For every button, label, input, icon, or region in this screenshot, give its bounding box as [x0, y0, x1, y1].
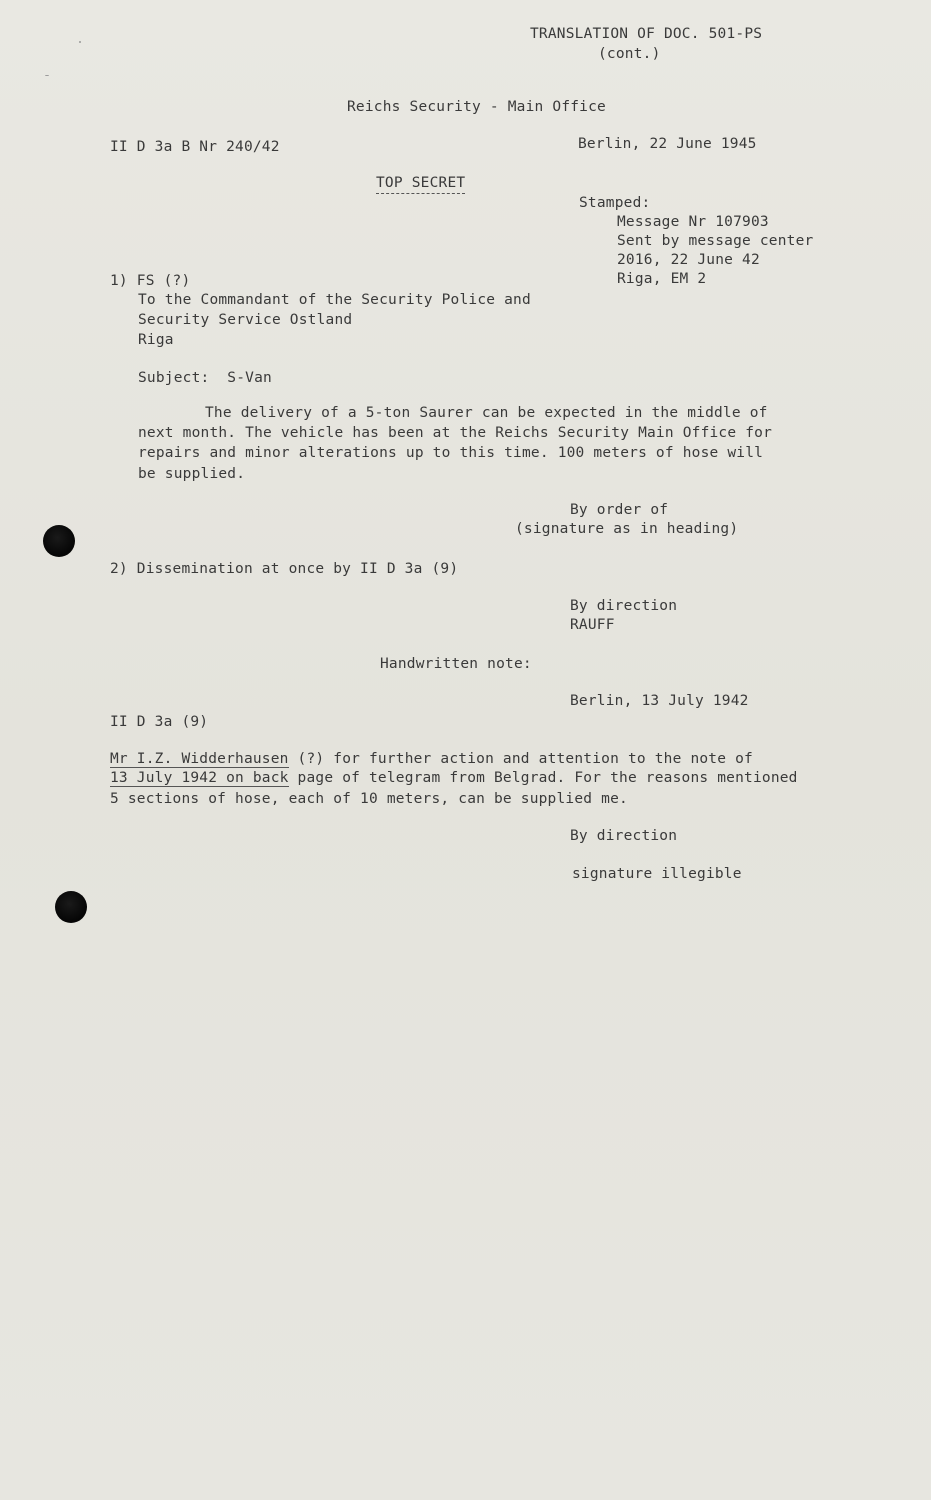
reference-number: II D 3a B Nr 240/42 [110, 139, 280, 155]
address-line: To the Commandant of the Security Police and [138, 292, 531, 308]
item1-marker: 1) FS (?) [110, 273, 191, 289]
office-heading: Reichs Security - Main Office [347, 99, 606, 115]
note-text: page of telegram from Belgrad. For the reasons mentioned [288, 770, 798, 786]
signature-line: By direction [570, 598, 678, 614]
punch-hole [55, 891, 87, 923]
signature-name: RAUFF [570, 617, 615, 633]
classification: TOP SECRET [376, 174, 465, 194]
stamp-label: Stamped: [579, 195, 651, 211]
handwritten-date: Berlin, 13 July 1942 [570, 693, 749, 709]
body-line: repairs and minor alterations up to this time. 100 meters of hose will [138, 445, 764, 461]
underlined-date: 13 July 1942 on back [110, 770, 289, 786]
stamp-line: Riga, EM 2 [617, 271, 707, 287]
date-line: Berlin, 22 June 1945 [578, 136, 757, 152]
signature-line: (signature as in heading) [515, 521, 739, 537]
translation-title: TRANSLATION OF DOC. 501-PS [530, 26, 763, 42]
continued-note: (cont.) [598, 46, 661, 62]
underlined-name: Mr I.Z. Widderhausen [110, 751, 289, 767]
stamp-line: 2016, 22 June 42 [617, 252, 760, 268]
paper-speck [79, 41, 81, 43]
paper-speck [45, 75, 49, 76]
body-line: The delivery of a 5-ton Saurer can be expected in the middle of [205, 405, 768, 421]
note-line [110, 750, 753, 769]
note-line [110, 769, 798, 788]
signature-line: signature illegible [572, 866, 742, 882]
note-line: 5 sections of hose, each of 10 meters, can be supplied me. [110, 791, 628, 807]
item2-text: 2) Dissemination at once by II D 3a (9) [110, 561, 459, 577]
body-line: be supplied. [138, 466, 246, 482]
address-line: Riga [138, 332, 174, 348]
note-text: (?) for further action and attention to the note of [288, 751, 753, 767]
handwritten-title: Handwritten note: [380, 656, 532, 672]
address-line: Security Service Ostland [138, 312, 353, 328]
handwritten-ref: II D 3a (9) [110, 714, 209, 730]
signature-line: By direction [570, 828, 678, 844]
subject-line: Subject: S-Van [138, 370, 272, 386]
signature-line: By order of [570, 502, 669, 518]
stamp-line: Sent by message center [617, 233, 814, 249]
punch-hole [43, 525, 75, 557]
stamp-line: Message Nr 107903 [617, 214, 769, 230]
body-line: next month. The vehicle has been at the Reichs Security Main Office for [138, 425, 773, 441]
